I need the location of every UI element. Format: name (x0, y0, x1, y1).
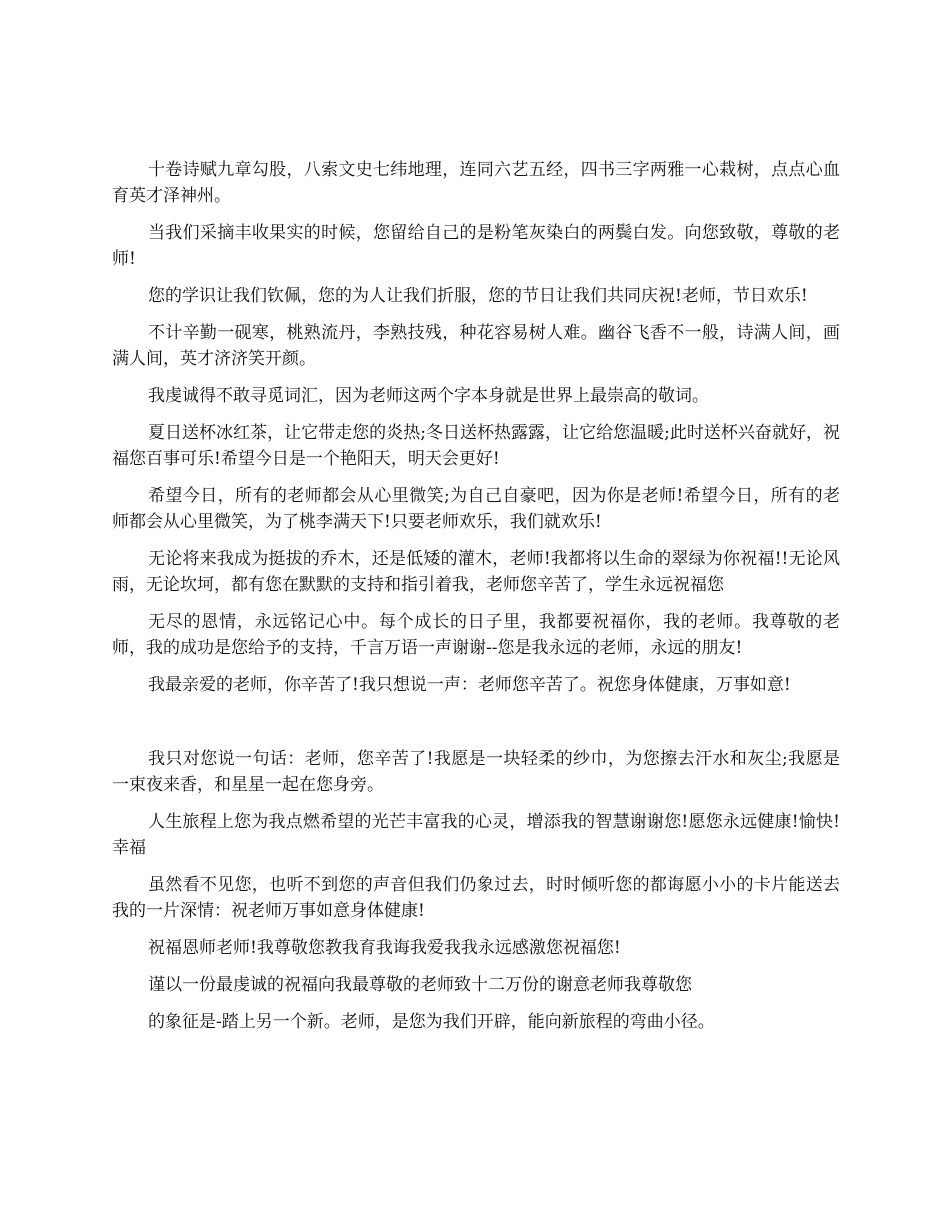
paragraph: 我虔诚得不敢寻觅词汇，因为老师这两个字本身就是世界上最崇高的敬词。 (148, 386, 709, 406)
paragraph-group-2 (112, 746, 840, 1035)
paragraph: 虽然看不见您，也听不到您的声音但我们仍象过去，时时倾听您的都诲愿小小的卡片能送去我的一片深情：祝老师万事如意身体健康! (112, 875, 840, 921)
paragraph: 我只对您说一句话：老师，您辛苦了!我愿是一块轻柔的纱巾，为您擦去汗水和灰尘;我愿是一束夜来香，和星星一起在您身旁。 (112, 749, 840, 795)
paragraph: 当我们采摘丰收果实的时候，您留给自己的是粉笔灰染白的两鬓白发。向您致敬，尊敬的老师! (112, 223, 840, 269)
paragraph: 无尽的恩情，永远铭记心中。每个成长的日子里，我都要祝福你，我的老师。我尊敬的老师，我的成功是您给予的支持，千言万语一声谢谢--您是我永远的老师，永远的朋友! (112, 612, 840, 658)
paragraph: 祝福恩师老师!我尊敬您教我育我诲我爱我我永远感激您祝福您! (148, 938, 621, 958)
paragraph: 的象征是-踏上另一个新。老师，是您为我们开辟，能向新旅程的弯曲小径。 (148, 1012, 715, 1032)
paragraph: 我最亲爱的老师，你辛苦了!我只想说一声：老师您辛苦了。祝您身体健康，万事如意! (148, 675, 791, 695)
paragraph: 您的学识让我们钦佩，您的为人让我们折服，您的节日让我们共同庆祝!老师，节日欢乐! (148, 286, 808, 306)
paragraph: 十卷诗赋九章勾股，八索文史七纬地理，连同六艺五经，四书三字两雅一心栽树，点点心血育英才泽神州。 (112, 160, 840, 206)
document-page (112, 157, 840, 1046)
paragraph: 希望今日，所有的老师都会从心里微笑;为自己自豪吧，因为你是老师!希望今日，所有的老师都会从心里微笑，为了桃李满天下!只要老师欢乐，我们就欢乐! (112, 486, 840, 532)
paragraph: 不计辛勤一砚寒，桃熟流丹，李熟技残，种花容易树人难。幽谷飞香不一般，诗满人间，画满人间，英才济济笑开颜。 (112, 323, 840, 369)
paragraph: 人生旅程上您为我点燃希望的光芒丰富我的心灵，增添我的智慧谢谢您!愿您永远健康!愉快!幸福 (112, 812, 840, 858)
paragraph: 谨以一份最虔诚的祝福向我最尊敬的老师致十二万份的谢意老师我尊敬您 (148, 975, 692, 995)
paragraph-group-1 (112, 157, 840, 698)
paragraph: 无论将来我成为挺拔的乔木，还是低矮的灌木，老师!我都将以生命的翠绿为你祝福!!无论风雨，无论坎坷，都有您在默默的支持和指引着我，老师您辛苦了，学生永远祝福您 (112, 549, 840, 595)
paragraph: 夏日送杯冰红茶，让它带走您的炎热;冬日送杯热露露，让它给您温暖;此时送杯兴奋就好，祝福您百事可乐!希望今日是一个艳阳天，明天会更好! (112, 423, 840, 469)
section-gap (112, 709, 840, 746)
